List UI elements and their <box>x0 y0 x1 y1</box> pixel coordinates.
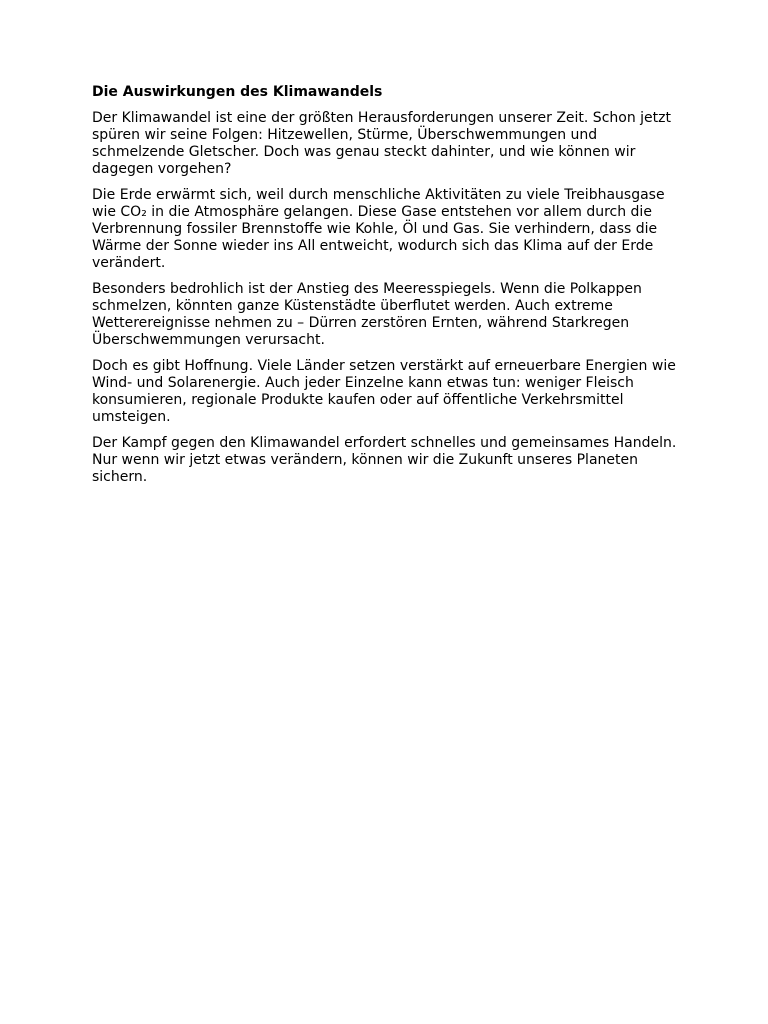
paragraph-3: Besonders bedrohlich ist der Anstieg des Meeresspiegels. Wenn die Polkappen schmelzen, könnten ganze Küstenstädte überflutet werden. Auch extreme Wetterereignisse nehmen zu – Dürren zerstören Ernten, während Starkregen Überschwemmungen verursacht. <box>92 281 642 348</box>
document-title: Die Auswirkungen des Klimawandels <box>92 84 383 100</box>
paragraph-5: Der Kampf gegen den Klimawandel erfordert schnelles und gemeinsames Handeln. Nur wenn wir jetzt etwas verändern, können wir die Zukunft unseres Planeten sichern. <box>92 435 677 485</box>
paragraph-1: Der Klimawandel ist eine der größten Herausforderungen unserer Zeit. Schon jetzt spüren wir seine Folgen: Hitzewellen, Stürme, Überschwemmungen und schmelzende Gletscher. Doch was genau steckt dahinter, und wie können wir dagegen vorgehen? <box>92 110 671 177</box>
paragraph-4: Doch es gibt Hoffnung. Viele Länder setzen verstärkt auf erneuerbare Energien wie Wind- und Solarenergie. Auch jeder Einzelne kann etwas tun: weniger Fleisch konsumieren, regionale Produkte kaufen oder auf öffentliche Verkehrsmittel umsteigen. <box>92 358 676 425</box>
document-page <box>92 84 682 495</box>
paragraph-2: Die Erde erwärmt sich, weil durch menschliche Aktivitäten zu viele Treibhausgase wie CO₂ in die Atmosphäre gelangen. Diese Gase entstehen vor allem durch die Verbrennung fossiler Brennstoffe wie Kohle, Öl und Gas. Sie verhindern, dass die Wärme der Sonne wieder ins All entweicht, wodurch sich das Klima auf der Erde verändert. <box>92 187 665 271</box>
